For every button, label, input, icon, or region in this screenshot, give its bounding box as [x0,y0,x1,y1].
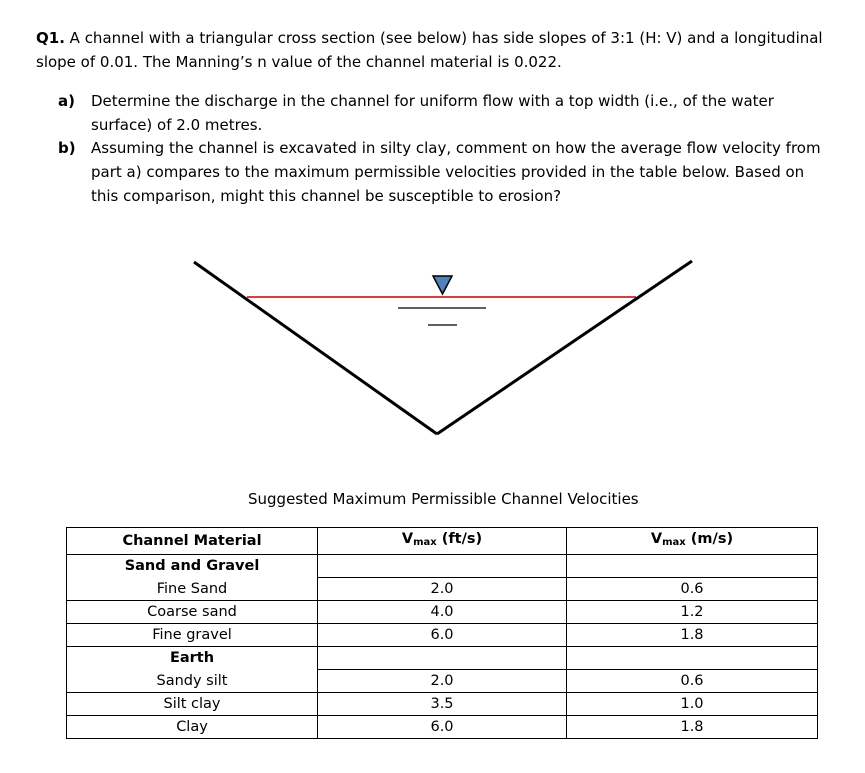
vmax-m-cell: 0.6 [567,670,818,693]
question-text [36,26,836,74]
channel-right-wall [437,261,692,434]
part-a [58,89,828,137]
material-cell: Coarse sand [67,601,318,624]
velocity-table [66,527,818,739]
channel-cross-section-diagram [0,240,865,450]
vmax-ft-cell [318,647,567,670]
table-row [67,578,818,601]
part-a-label: a) [58,92,75,110]
table-row [67,670,818,693]
question-label: Q1. [36,29,65,47]
vmax-ft-cell [318,555,567,578]
material-cell: Clay [67,716,318,739]
part-b [58,136,828,208]
material-cell: Fine Sand [67,578,318,601]
question-body: A channel with a triangular cross section (see below) has side slopes of 3:1 (H: V) and a longitudinal slope of 0.01. The Manning’s n value of the channel material is 0.022. [36,29,823,71]
table-row [67,624,818,647]
part-b-text: Assuming the channel is excavated in silty clay, comment on how the average flow velocity from part a) compares to the maximum permissible velocities provided in the table below. Based on this comparison, might this channel be susceptible to erosion? [91,139,821,205]
vmax-m-cell: 1.8 [567,624,818,647]
vmax-ft-cell: 2.0 [318,670,567,693]
table-row [67,716,818,739]
vmax-m-cell: 1.8 [567,716,818,739]
part-a-text: Determine the discharge in the channel for uniform flow with a top width (i.e., of the water surface) of 2.0 metres. [91,92,774,134]
table-group-row [67,555,818,578]
material-cell: Sand and Gravel [67,555,318,578]
header-vmax-m: $V_{max}$ (m/s) [567,528,818,555]
table-row [67,693,818,716]
material-cell: Sandy silt [67,670,318,693]
material-cell: Fine gravel [67,624,318,647]
vmax-ft-cell: 4.0 [318,601,567,624]
water-level-marker-icon [433,276,452,294]
material-cell: Silt clay [67,693,318,716]
vmax-ft-cell: 6.0 [318,624,567,647]
table-body [67,555,818,739]
header-vmax-ft: $V_{max}$ (ft/s) [318,528,567,555]
vmax-ft-cell: 2.0 [318,578,567,601]
table-caption: Suggested Maximum Permissible Channel Velocities [248,490,639,508]
vmax-ft-cell: 3.5 [318,693,567,716]
vmax-m-cell [567,647,818,670]
channel-left-wall [194,262,437,434]
table-row [67,601,818,624]
vmax-m-cell [567,555,818,578]
vmax-m-cell: 1.2 [567,601,818,624]
table-header-row [67,528,818,555]
table-group-row [67,647,818,670]
vmax-ft-cell: 6.0 [318,716,567,739]
part-b-label: b) [58,139,76,157]
vmax-m-cell: 0.6 [567,578,818,601]
vmax-m-cell: 1.0 [567,693,818,716]
header-channel-material: Channel Material [67,528,318,555]
material-cell: Earth [67,647,318,670]
